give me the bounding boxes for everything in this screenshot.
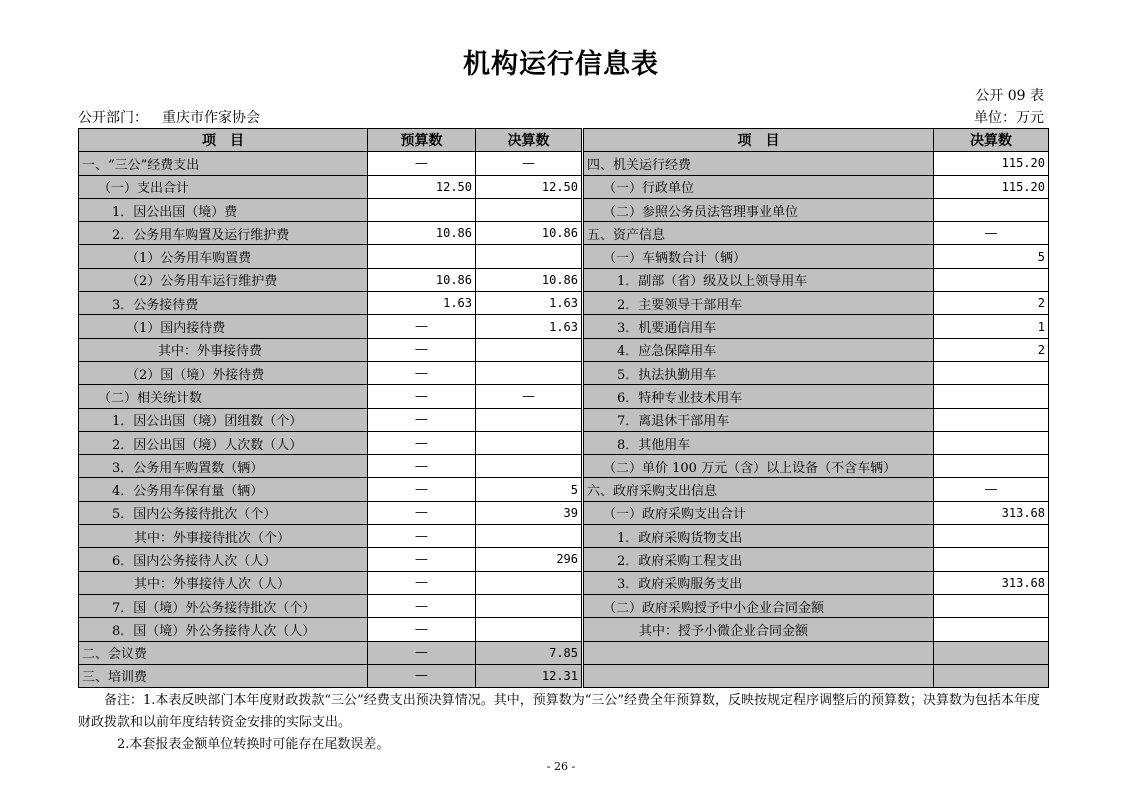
row-budget-value: — <box>368 455 476 478</box>
header-final: 决算数 <box>476 129 582 152</box>
table-row <box>79 431 1049 454</box>
row-final-value-right: 115.20 <box>934 175 1049 198</box>
row-final-value <box>476 571 582 594</box>
row-final-value <box>476 361 582 384</box>
row-budget-value: — <box>368 501 476 524</box>
row-item-label: 1．因公出国（境）团组数（个） <box>79 408 368 431</box>
row-final-value <box>476 525 582 548</box>
table-row <box>79 571 1049 594</box>
row-final-value-right <box>934 618 1049 641</box>
row-final-value-right: 5 <box>934 245 1049 268</box>
row-final-value: 7.85 <box>476 641 582 664</box>
row-item-label-right: 2．政府采购工程支出 <box>584 548 934 571</box>
row-budget-value: 10.86 <box>368 222 476 245</box>
row-item-label-right: 1．政府采购货物支出 <box>584 525 934 548</box>
row-item-label: 1．因公出国（境）费 <box>79 198 368 221</box>
row-budget-value: — <box>368 338 476 361</box>
row-budget-value: — <box>368 618 476 641</box>
row-item-label: 7．国（境）外公务接待批次（个） <box>79 594 368 617</box>
row-item-label-right: （一）政府采购支出合计 <box>584 501 934 524</box>
row-item-label-right: （一）行政单位 <box>584 175 934 198</box>
table-row <box>79 292 1049 315</box>
table-row <box>79 618 1049 641</box>
row-item-label-right <box>584 641 934 664</box>
row-final-value-right <box>934 408 1049 431</box>
row-final-value-right <box>934 455 1049 478</box>
header-item: 项 目 <box>79 129 368 152</box>
row-item-label-right: 2．主要领导干部用车 <box>584 292 934 315</box>
row-final-value-right <box>934 641 1049 664</box>
row-budget-value: — <box>368 594 476 617</box>
row-final-value: 12.31 <box>476 664 582 687</box>
row-item-label: （二）相关统计数 <box>79 385 368 408</box>
department-name: 重庆市作家协会 <box>162 110 260 126</box>
row-budget-value: — <box>368 571 476 594</box>
row-item-label-right: 其中：授予小微企业合同金额 <box>584 618 934 641</box>
row-item-label-right: （二）单价 100 万元（含）以上设备（不含车辆） <box>584 455 934 478</box>
row-final-value-right <box>934 548 1049 571</box>
row-final-value: — <box>476 152 582 175</box>
row-item-label: 2．因公出国（境）人次数（人） <box>79 431 368 454</box>
row-final-value-right: 1 <box>934 315 1049 338</box>
row-budget-value: 10.86 <box>368 268 476 291</box>
form-number: 公开 09 表 <box>975 88 1044 104</box>
row-item-label: 4．公务用车保有量（辆） <box>79 478 368 501</box>
row-final-value: 10.86 <box>476 268 582 291</box>
row-final-value-right <box>934 431 1049 454</box>
row-final-value: 10.86 <box>476 222 582 245</box>
row-item-label: 8．国（境）外公务接待人次（人） <box>79 618 368 641</box>
row-final-value <box>476 455 582 478</box>
table-row <box>79 198 1049 221</box>
row-final-value: 1.63 <box>476 292 582 315</box>
row-item-label-right <box>584 664 934 687</box>
row-budget-value: — <box>368 525 476 548</box>
row-item-label-right: 3．政府采购服务支出 <box>584 571 934 594</box>
row-final-value-right <box>934 198 1049 221</box>
row-final-value-right <box>934 385 1049 408</box>
row-final-value-right: — <box>934 478 1049 501</box>
row-item-label: 3．公务用车购置数（辆） <box>79 455 368 478</box>
row-budget-value: — <box>368 664 476 687</box>
row-item-label-right: 六、政府采购支出信息 <box>584 478 934 501</box>
header-budget: 预算数 <box>368 129 476 152</box>
row-budget-value: — <box>368 641 476 664</box>
table-row <box>79 455 1049 478</box>
row-budget-value: — <box>368 431 476 454</box>
row-item-label-right: 7．离退休干部用车 <box>584 408 934 431</box>
table-row <box>79 152 1049 175</box>
note-2: 2.本套报表金额单位转换时可能存在尾数误差。 <box>117 737 390 752</box>
table-row <box>79 478 1049 501</box>
row-final-value-right: 115.20 <box>934 152 1049 175</box>
row-item-label-right: 8．其他用车 <box>584 431 934 454</box>
table-row <box>79 222 1049 245</box>
row-final-value: 5 <box>476 478 582 501</box>
row-item-label-right: 5．执法执勤用车 <box>584 361 934 384</box>
row-item-label-right: 四、机关运行经费 <box>584 152 934 175</box>
row-item-label: 其中：外事接待人次（人） <box>79 571 368 594</box>
table-header-row <box>79 129 1049 152</box>
table-row <box>79 175 1049 198</box>
header-final-right: 决算数 <box>934 129 1049 152</box>
table-row <box>79 641 1049 664</box>
row-item-label-right: （二）政府采购授予中小企业合同金额 <box>584 594 934 617</box>
row-item-label: 5．国内公务接待批次（个） <box>79 501 368 524</box>
row-final-value <box>476 431 582 454</box>
note-1: 备注：1.本表反映部门本年度财政拨款“三公”经费支出预决算情况。其中，预算数为“三公”经费全年预算数，反映按规定程序调整后的预算数；决算数为包括本年度财政拨款和以前年度结转资金安排的实际支出。 <box>78 693 1040 730</box>
page-number: - 26 - <box>546 760 576 773</box>
row-budget-value: 12.50 <box>368 175 476 198</box>
row-final-value: — <box>476 385 582 408</box>
row-item-label: （一）支出合计 <box>79 175 368 198</box>
row-final-value-right <box>934 361 1049 384</box>
row-final-value-right: — <box>934 222 1049 245</box>
table-row <box>79 315 1049 338</box>
row-item-label-right: 五、资产信息 <box>584 222 934 245</box>
row-item-label-right: 6．特种专业技术用车 <box>584 385 934 408</box>
table-row <box>79 385 1049 408</box>
table-row <box>79 501 1049 524</box>
row-item-label: 一、“三公”经费支出 <box>79 152 368 175</box>
row-final-value <box>476 198 582 221</box>
table-row <box>79 664 1049 687</box>
header-item-right: 项 目 <box>584 129 934 152</box>
row-final-value-right: 2 <box>934 338 1049 361</box>
table-row <box>79 338 1049 361</box>
row-budget-value: — <box>368 408 476 431</box>
row-item-label: （1）国内接待费 <box>79 315 368 338</box>
row-final-value <box>476 245 582 268</box>
row-item-label: （1）公务用车购置费 <box>79 245 368 268</box>
row-budget-value: 1.63 <box>368 292 476 315</box>
table-row <box>79 361 1049 384</box>
row-final-value-right: 313.68 <box>934 501 1049 524</box>
row-final-value-right: 2 <box>934 292 1049 315</box>
department-label: 公开部门： <box>78 110 148 126</box>
row-final-value-right <box>934 525 1049 548</box>
row-final-value: 1.63 <box>476 315 582 338</box>
table-row <box>79 594 1049 617</box>
row-budget-value: — <box>368 385 476 408</box>
row-final-value-right <box>934 268 1049 291</box>
row-item-label: （2）国（境）外接待费 <box>79 361 368 384</box>
page-title: 机构运行信息表 <box>463 49 659 80</box>
department-line <box>78 107 260 127</box>
row-item-label: 其中：外事接待费 <box>79 338 368 361</box>
row-item-label: 2．公务用车购置及运行维护费 <box>79 222 368 245</box>
row-final-value: 296 <box>476 548 582 571</box>
row-item-label-right: 1．副部（省）级及以上领导用车 <box>584 268 934 291</box>
table-row <box>79 245 1049 268</box>
row-budget-value <box>368 245 476 268</box>
row-item-label: 6．国内公务接待人次（人） <box>79 548 368 571</box>
table-row <box>79 408 1049 431</box>
row-item-label: 三、培训费 <box>79 664 368 687</box>
unit-label: 单位：万元 <box>974 110 1044 126</box>
table-row <box>79 525 1049 548</box>
table-row <box>79 268 1049 291</box>
notes <box>78 690 1048 756</box>
row-item-label: 3．公务接待费 <box>79 292 368 315</box>
row-final-value-right <box>934 664 1049 687</box>
row-item-label-right: （一）车辆数合计（辆） <box>584 245 934 268</box>
row-item-label-right: 3．机要通信用车 <box>584 315 934 338</box>
table-row <box>79 548 1049 571</box>
row-final-value <box>476 618 582 641</box>
row-budget-value: — <box>368 152 476 175</box>
row-budget-value: — <box>368 548 476 571</box>
row-budget-value <box>368 198 476 221</box>
row-item-label: 其中：外事接待批次（个） <box>79 525 368 548</box>
row-budget-value: — <box>368 315 476 338</box>
row-final-value <box>476 594 582 617</box>
row-final-value: 12.50 <box>476 175 582 198</box>
info-table <box>78 128 1049 688</box>
row-budget-value: — <box>368 361 476 384</box>
row-final-value <box>476 338 582 361</box>
row-item-label-right: （二）参照公务员法管理事业单位 <box>584 198 934 221</box>
row-final-value <box>476 408 582 431</box>
row-item-label-right: 4．应急保障用车 <box>584 338 934 361</box>
row-item-label: 二、会议费 <box>79 641 368 664</box>
row-item-label: （2）公务用车运行维护费 <box>79 268 368 291</box>
row-final-value-right <box>934 594 1049 617</box>
row-final-value-right: 313.68 <box>934 571 1049 594</box>
row-final-value: 39 <box>476 501 582 524</box>
row-budget-value: — <box>368 478 476 501</box>
